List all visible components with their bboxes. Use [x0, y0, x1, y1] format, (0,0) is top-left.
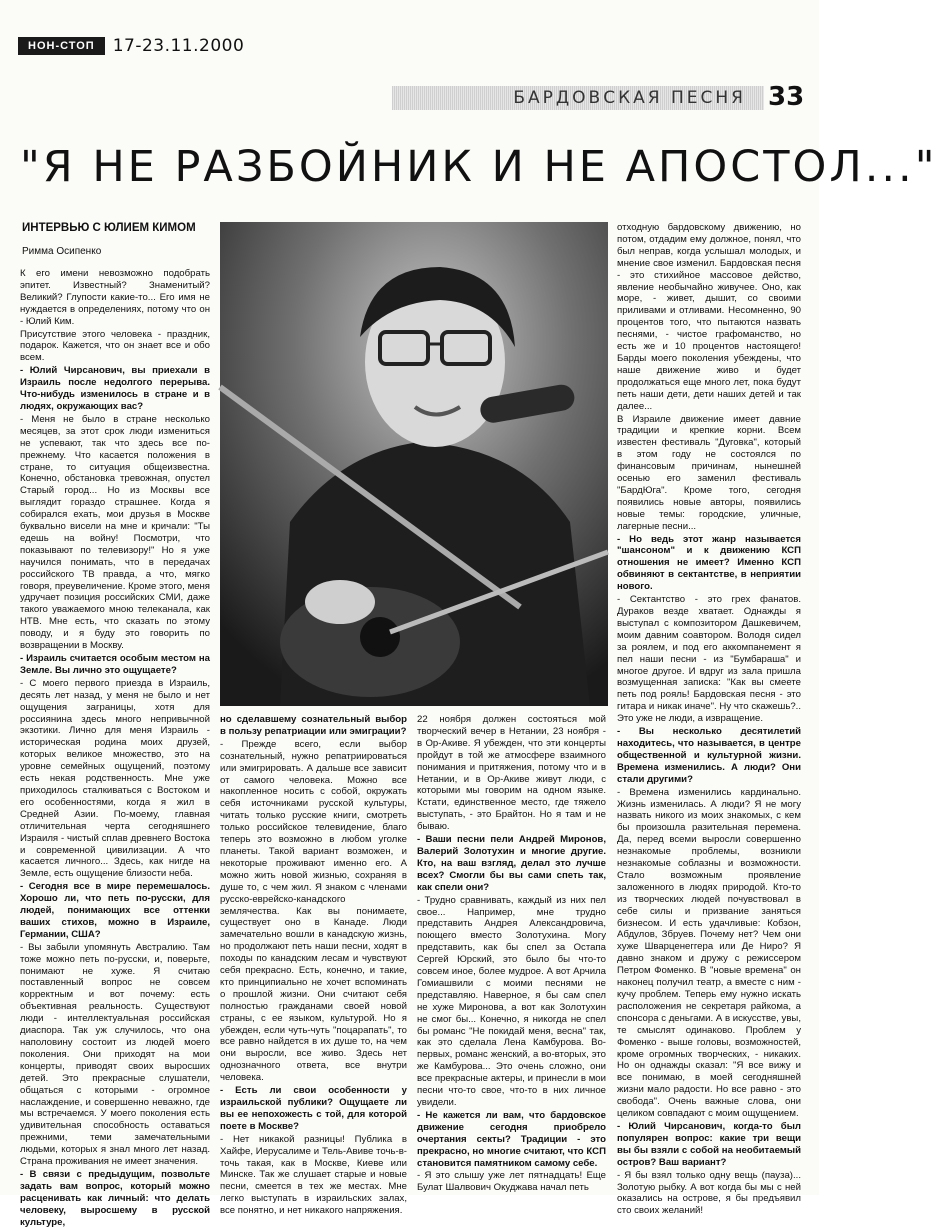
paragraph: - Я бы взял только одну вещь (пауза)... Золотую рыбку. А вот когда бы мы с ней оказались на острове, я бы предъявил сто своих желаний! — [617, 1169, 801, 1217]
issue-date: 17-23.11.2000 — [112, 36, 245, 56]
paragraph: К его имени невозможно подобрать эпитет. Известный? Знаменитый? Великий? Глупости какие-то... Его имя не нуждается в определениях, потому что он - Юлий Ким. — [20, 268, 210, 327]
article-author: Римма Осипенко — [22, 246, 102, 257]
interview-question: - Вы несколько десятилетий находитесь, что называется, в центре общественной и культурной жизни. Времена изменились. А люди? Они стали другими? — [617, 726, 801, 785]
masthead — [18, 36, 244, 56]
text-column-4 — [617, 222, 801, 1217]
photo-yuli-kim — [220, 222, 608, 706]
paragraph: - Прежде всего, если выбор сознательный, нужно репатриироваться или эмигрировать. А дальше все зависит от самого человека. Можно все накопленное носить с собой, окружать себя источниками русской культуры, читать только русские книги, смотреть только российское телевидение, благо теперь это возможно в любом уголке планеты. Такой вариант возможен, и некоторые проживают именно его. А можно жить новой жизнью, сохраняя в душе то, с чем жил. Я знаком с членами русско-еврейско-канадского землячества. Как вы понимаете, существует оно в Канаде. Люди замечательно вошли в канадскую жизнь, но продолжают петь наши песни, ходят в походы по канадским лесам и чувствуют себя прекрасно. Есть, конечно, и такие, кто принципиально не хочет вспоминать о прошлой жизни. Они считают себя полностью гражданами своей новой страны, с ее языком, культурой. Но я убежден, если чуть-чуть "поцарапать", то все равно найдется в их душе то, на чем они выросли, все живо. Здесь нет однозначного ответа, все внутри человека. — [220, 738, 407, 1084]
rubric-label: БАРДОВСКАЯ ПЕСНЯ — [513, 88, 746, 108]
interview-question: - Ваши песни пели Андрей Миронов, Валерий Золотухин и многие другие. Кто, на ваш взгляд, делал это лучше всех? Смогли бы вы сами спеть так, как спели они? — [417, 834, 606, 893]
paragraph: 22 ноября должен состояться мой творческий вечер в Нетании, 23 ноября - в Ор-Акиве. Я убежден, что эти концерты пройдут в той же атмосфере взаимного понимания и притяжения, потому что и в Нетании, и в Ор-Акиве живут люди, с которыми мы говорим на одном языке. Кстати, единственное место, где тяжело выступать, - это Брайтон. Но я там и не бываю. — [417, 714, 606, 833]
article-headline: "Я НЕ РАЗБОЙНИК И НЕ АПОСТОЛ..." — [20, 142, 937, 192]
paragraph: - Трудно сравнивать, каждый из них пел свое... Например, мне трудно представить Андрея Александровича, поющего вместо Золотухина. Могу представить, как бы спел за Остапа Сергей Юрский, это было бы что-то совсем иное, более мудрое. А вот Арчила Гомиашвили с моими песнями не представляю. Наверное, я бы сам спел не хуже Миронова, а вот как Золотухин не смог бы... Конечно, я никогда не спел бы романс "Не покидай меня, весна" так, как это сделала Лена Камбурова. Во-первых, романс женский, а во-вторых, это же Камбурова... Это очень сложно, они все прекрасные актеры, и принесли в мои песни что-то свое, что-то в них личное увидели. — [417, 894, 606, 1108]
text-column-3 — [417, 714, 606, 1194]
text-column-1 — [20, 268, 210, 1228]
interview-question: - Юлий Чирсанович, вы приехали в Израиль после недолгого перерыва. Что-нибудь изменилось в стране и в людях, окружающих вас? — [20, 365, 210, 412]
rubric-bar — [392, 86, 764, 110]
interview-question: - Не кажется ли вам, что бардовское движение сегодня приобрело очертания секты? Традиции - это прекрасно, но многие считают, что КСП становится памятником самому себе. — [417, 1109, 606, 1169]
paragraph: - Я это слышу уже лет пятнадцать! Еще Булат Шалвович Окуджава начал петь — [417, 1170, 606, 1194]
paragraph: В Израиле движение имеет давние традиции и крепкие корни. Всем известен фестиваль "Дуговка", который в этом году не состоялся по финансовым причинам, нынешней осенью его заменил фестиваль "БардЮга". Кроме того, сегодня появились новые авторы, появились новые темы: городские, уличные, лагерные песни... — [617, 413, 801, 532]
interview-question: - Сегодня все в мире перемешалось. Хорошо ли, что петь по-русски, для людей, понимающих все оттенки ваших стихов, можно в Израиле, Германии, США? — [20, 881, 210, 940]
paragraph: отходную бардовскому движению, но потом, отдадим ему должное, понял, что был неправ, когда услышал молодых, и мнение свое изменил. Бардовская песня - это стихийное массовое действо, явление необычайно живучее. Оно, как море, - живет, дышит, со своими приливами и отливами. Несомненно, 90 процентов того, что пытаются назвать песнями, - чистое графоманство, но есть же и 10 процентов настоящего! Барды моего поколения убеждены, что наше движение живо и будет продолжаться еще много лет, пока будут петь наши дети, дети наших детей и так далее... — [617, 222, 801, 412]
interview-question: - В связи с предыдущим, позвольте задать вам вопрос, который можно расценивать как личный: что делать человеку, выросшему в русской культуре, — [20, 1168, 210, 1228]
paragraph: - С моего первого приезда в Израиль, десять лет назад, у меня не было и нет ощущения заграницы, хотя для россиянина здесь много непривычной экзотики. Лично для меня Израиль - историческая родина моих друзей, которых великое множество, это на уровне семейных ощущений, поэтому есть некая родственность. Мне уже приходилось сталкиваться с Востоком и его особенностями, когда я жил в Средней Азии. По-моему, главная отличительная черта сегодняшнего Израиля - чистый сплав древнего Востока и современной цивилизации. А что касается личного... Здесь, как нигде на Земле, есть ощущение близости неба. — [20, 677, 210, 880]
paragraph: - Нет никакой разницы! Публика в Хайфе, Иерусалиме и Тель-Авиве точь-в-точь такая, как в Москве, Киеве или Минске. Так же слушает старые и новые песни, смеется в тех же местах. Мне легко выступать в израильских залах, все понятно, и нет никакого напряжения. — [220, 1133, 407, 1217]
paragraph: - Вы забыли упомянуть Австралию. Там тоже можно петь по-русски, и, поверьте, понимают не хуже. Я считаю поставленный вопрос не совсем корректным и вот почему: есть объективная реальность. Существуют люди - интеллектуальная российская диаспора. Так уж случилось, что она наполовину состоит из людей моего поколения. Они приходят на мои концерты, приводят своих выросших детей. Это прекрасные слушатели, общаться с которыми - огромное наслаждение, и совершенно неважно, где мы встречаемся. У моего поколения есть удивительная способность оставаться прежними, теми замечательными людьми, которых я знал много лет назад. Страна проживания не имеет значения. — [20, 941, 210, 1168]
interview-question: - Израиль считается особым местом на Земле. Вы лично это ощущаете? — [20, 653, 210, 676]
paragraph: - Времена изменились кардинально. Жизнь изменилась. А люди? Я не могу назвать никого из моих знакомых, с кем бы произошла разительная перемена. Да, перед всеми выросли совершенно незнакомые проблемы, возникли незнакомые соблазны и возможности. Стало возможным проявление заложенного в людях природой. Кто-то из творческих людей почувствовал в себе силы и призвание заняться бизнесом. И есть удачливые: Кобзон, Абдулов, Збруев. Почему нет? Чем они хуже Шварценеггера или Де Ниро? Я давно знаком и дружу с режиссером Петром Фоменко. В "новые времена" он наконец получил театр, а вместе с ним - кучу проблем. Теперь ему нужно искать расположения не секретаря райкома, а спонсора с деньгами. А в искусстве, увы, те смыслят одинаково. Проблем у Фоменко - выше головы, возможностей, кроме огромных творческих, - никаких. Но он однажды сказал: "Я все вижу и все понимаю, в моей сегодняшней жизни мало радости. Но все равно - это свобода". Очень важные слова, они целиком совпадают с моим ощущением. — [617, 786, 801, 1120]
interview-question: - Есть ли свои особенности у израильской публики? Ощущаете ли вы ее непохожесть с той, для которой поете в Москве? — [220, 1085, 407, 1132]
interview-question: - Юлий Чирсанович, когда-то был популярен вопрос: какие три вещи вы бы взяли с собой на необитаемый остров? Ваш вариант? — [617, 1120, 801, 1168]
article-subhead: ИНТЕРВЬЮ С ЮЛИЕМ КИМОМ — [22, 222, 196, 234]
interview-question: - Но ведь этот жанр называется "шансоном" и к движению КСП отношения не имеет? Именно КСП обвиняют в сектантстве, в неприятии нового. — [617, 533, 801, 593]
section-label: НОН-СТОП — [18, 37, 105, 55]
paragraph: - Меня не было в стране несколько месяцев, за этот срок люди измениться не успевают, так что здесь все по-прежнему. Что касается положения в стране, то ситуация общеизвестна. Конечно, обстановка тревожная, опустел Старый город... Но из Москвы все выглядит гораздо страшнее. Когда я собирался ехать, мои друзья в Москве буквально висели на мне и кричали: "Ты едешь на войну! Посмотри, что показывают по телевизору!" Но я уже научился понимать, что в передачах российского ТВ правда, а что, мягко говоря, преувеличение. Кроме этого, меня удручает позиция российских СМИ, даже такого уважаемого мною телеканала, как НТВ. Мне есть, что сказать по этому поводу, и я буду это говорить по возвращении в Москву. — [20, 413, 210, 652]
page-number: 33 — [768, 82, 805, 112]
paragraph: Присутствие этого человека - праздник, подарок. Кажется, что он знает все и обо всем. — [20, 328, 210, 364]
photo-illustration — [220, 222, 608, 706]
text-column-2 — [220, 714, 407, 1217]
paragraph: - Сектантство - это грех фанатов. Дураков везде хватает. Однажды я выступал с композитором Дашкевичем, моим давним соавтором. Володя сидел за роялем, и под его аккомпанемент я пел наши песни - из "Бумбараша" и многое другое. И вдруг из зала пришла возмущенная записка: "Как вы смеете петь под рояль! Бардовская песня - это гитара и никак иначе". Ну что скажешь?.. Это уже не люди, а извращение. — [617, 594, 801, 725]
interview-question: но сделавшему сознательный выбор в пользу репатриации или эмиграции? — [220, 714, 407, 737]
